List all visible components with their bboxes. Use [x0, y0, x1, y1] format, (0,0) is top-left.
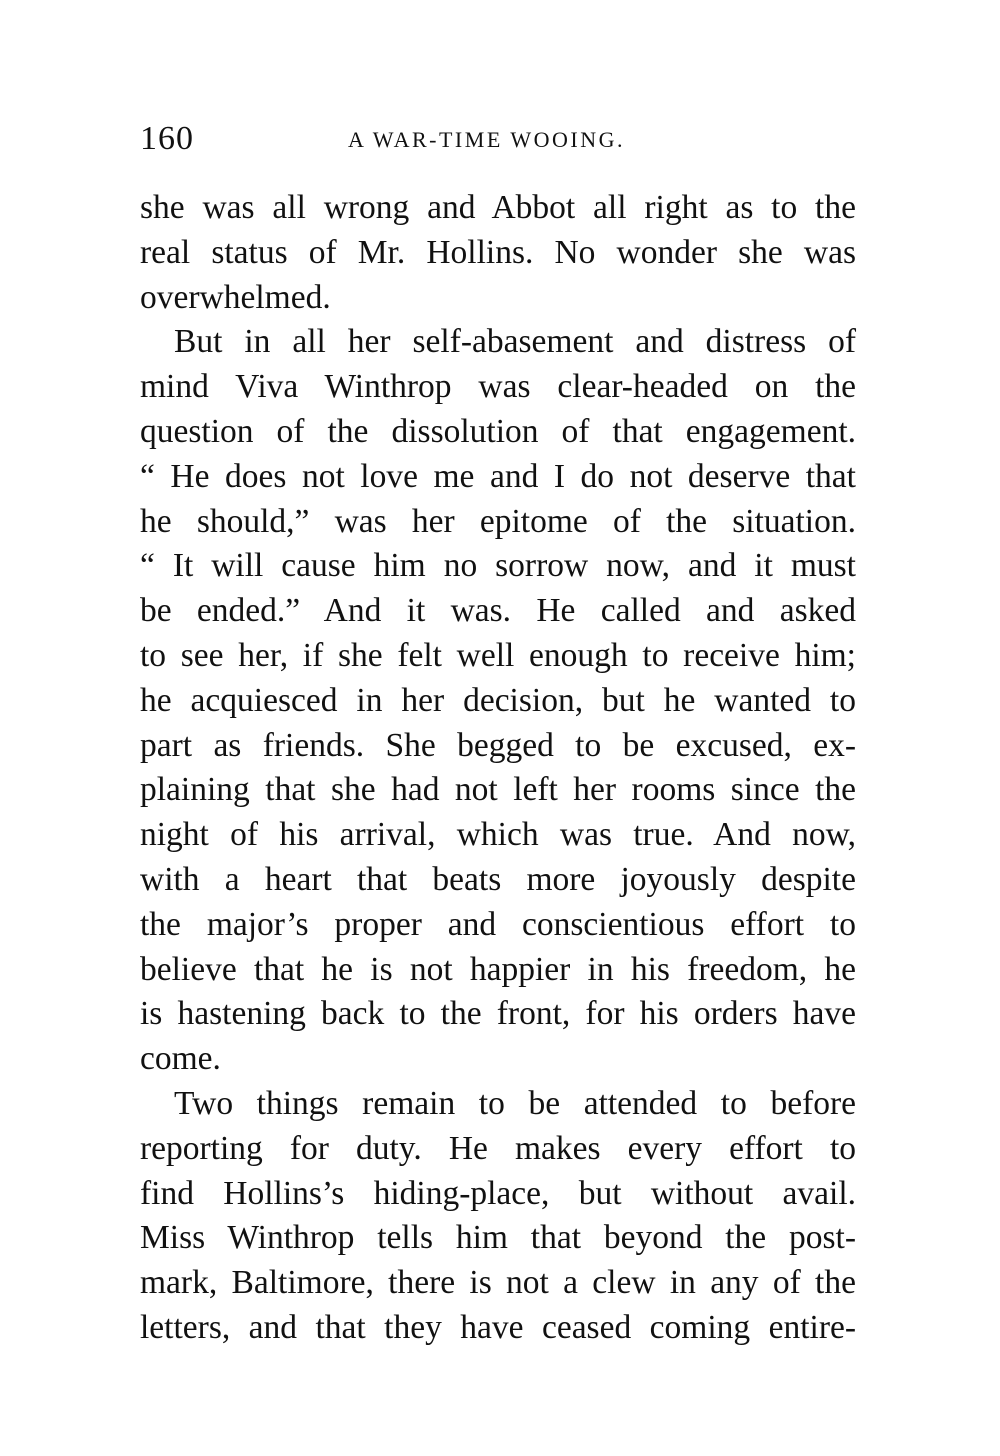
text-line: mark, Baltimore, there is not a clew in any of the [140, 1264, 856, 1302]
text-line: he acquiesced in her decision, but he wanted to [140, 681, 856, 719]
text-line: the major’s proper and conscientious effort to [140, 905, 856, 943]
text-line: is hastening back to the front, for his orders have [140, 995, 856, 1033]
page-number: 160 [140, 120, 194, 157]
body-text [140, 186, 856, 1351]
text-line: part as friends. She begged to be excused, ex- [140, 726, 856, 764]
paragraph [140, 320, 856, 1082]
text-line: reporting for duty. He makes every effort to [140, 1129, 856, 1167]
text-line: with a heart that beats more joyously despite [140, 860, 856, 898]
text-line: But in all her self-abasement and distress of [174, 323, 856, 361]
running-head [140, 116, 856, 162]
paragraph [140, 1082, 856, 1351]
text-line: overwhelmed. [140, 278, 331, 316]
text-line: come. [140, 1040, 221, 1078]
paragraph [140, 186, 856, 320]
text-line: to see her, if she felt well enough to receive him; [140, 636, 856, 674]
text-line: “ It will cause him no sorrow now, and it must [140, 547, 856, 585]
text-line: mind Viva Winthrop was clear-headed on the [140, 368, 856, 406]
text-line: Miss Winthrop tells him that beyond the post- [140, 1219, 856, 1257]
text-line: Two things remain to be attended to before [174, 1084, 856, 1122]
text-line: believe that he is not happier in his freedom, he [140, 950, 856, 988]
text-line: plaining that she had not left her rooms since the [140, 771, 856, 809]
text-line: she was all wrong and Abbot all right as to the [140, 189, 856, 226]
text-line: “ He does not love me and I do not deserve that [140, 457, 856, 495]
text-line: question of the dissolution of that engagement. [140, 412, 856, 450]
text-line: he should,” was her epitome of the situation. [140, 502, 856, 540]
text-line: night of his arrival, which was true. And now, [140, 816, 856, 854]
running-title: A WAR-TIME WOOING. [348, 127, 625, 152]
text-line: find Hollins’s hiding-place, but without avail. [140, 1174, 856, 1212]
text-line: real status of Mr. Hollins. No wonder she was [140, 233, 856, 271]
text-line: be ended.” And it was. He called and asked [140, 592, 856, 630]
text-line: letters, and that they have ceased coming entire- [140, 1308, 856, 1346]
